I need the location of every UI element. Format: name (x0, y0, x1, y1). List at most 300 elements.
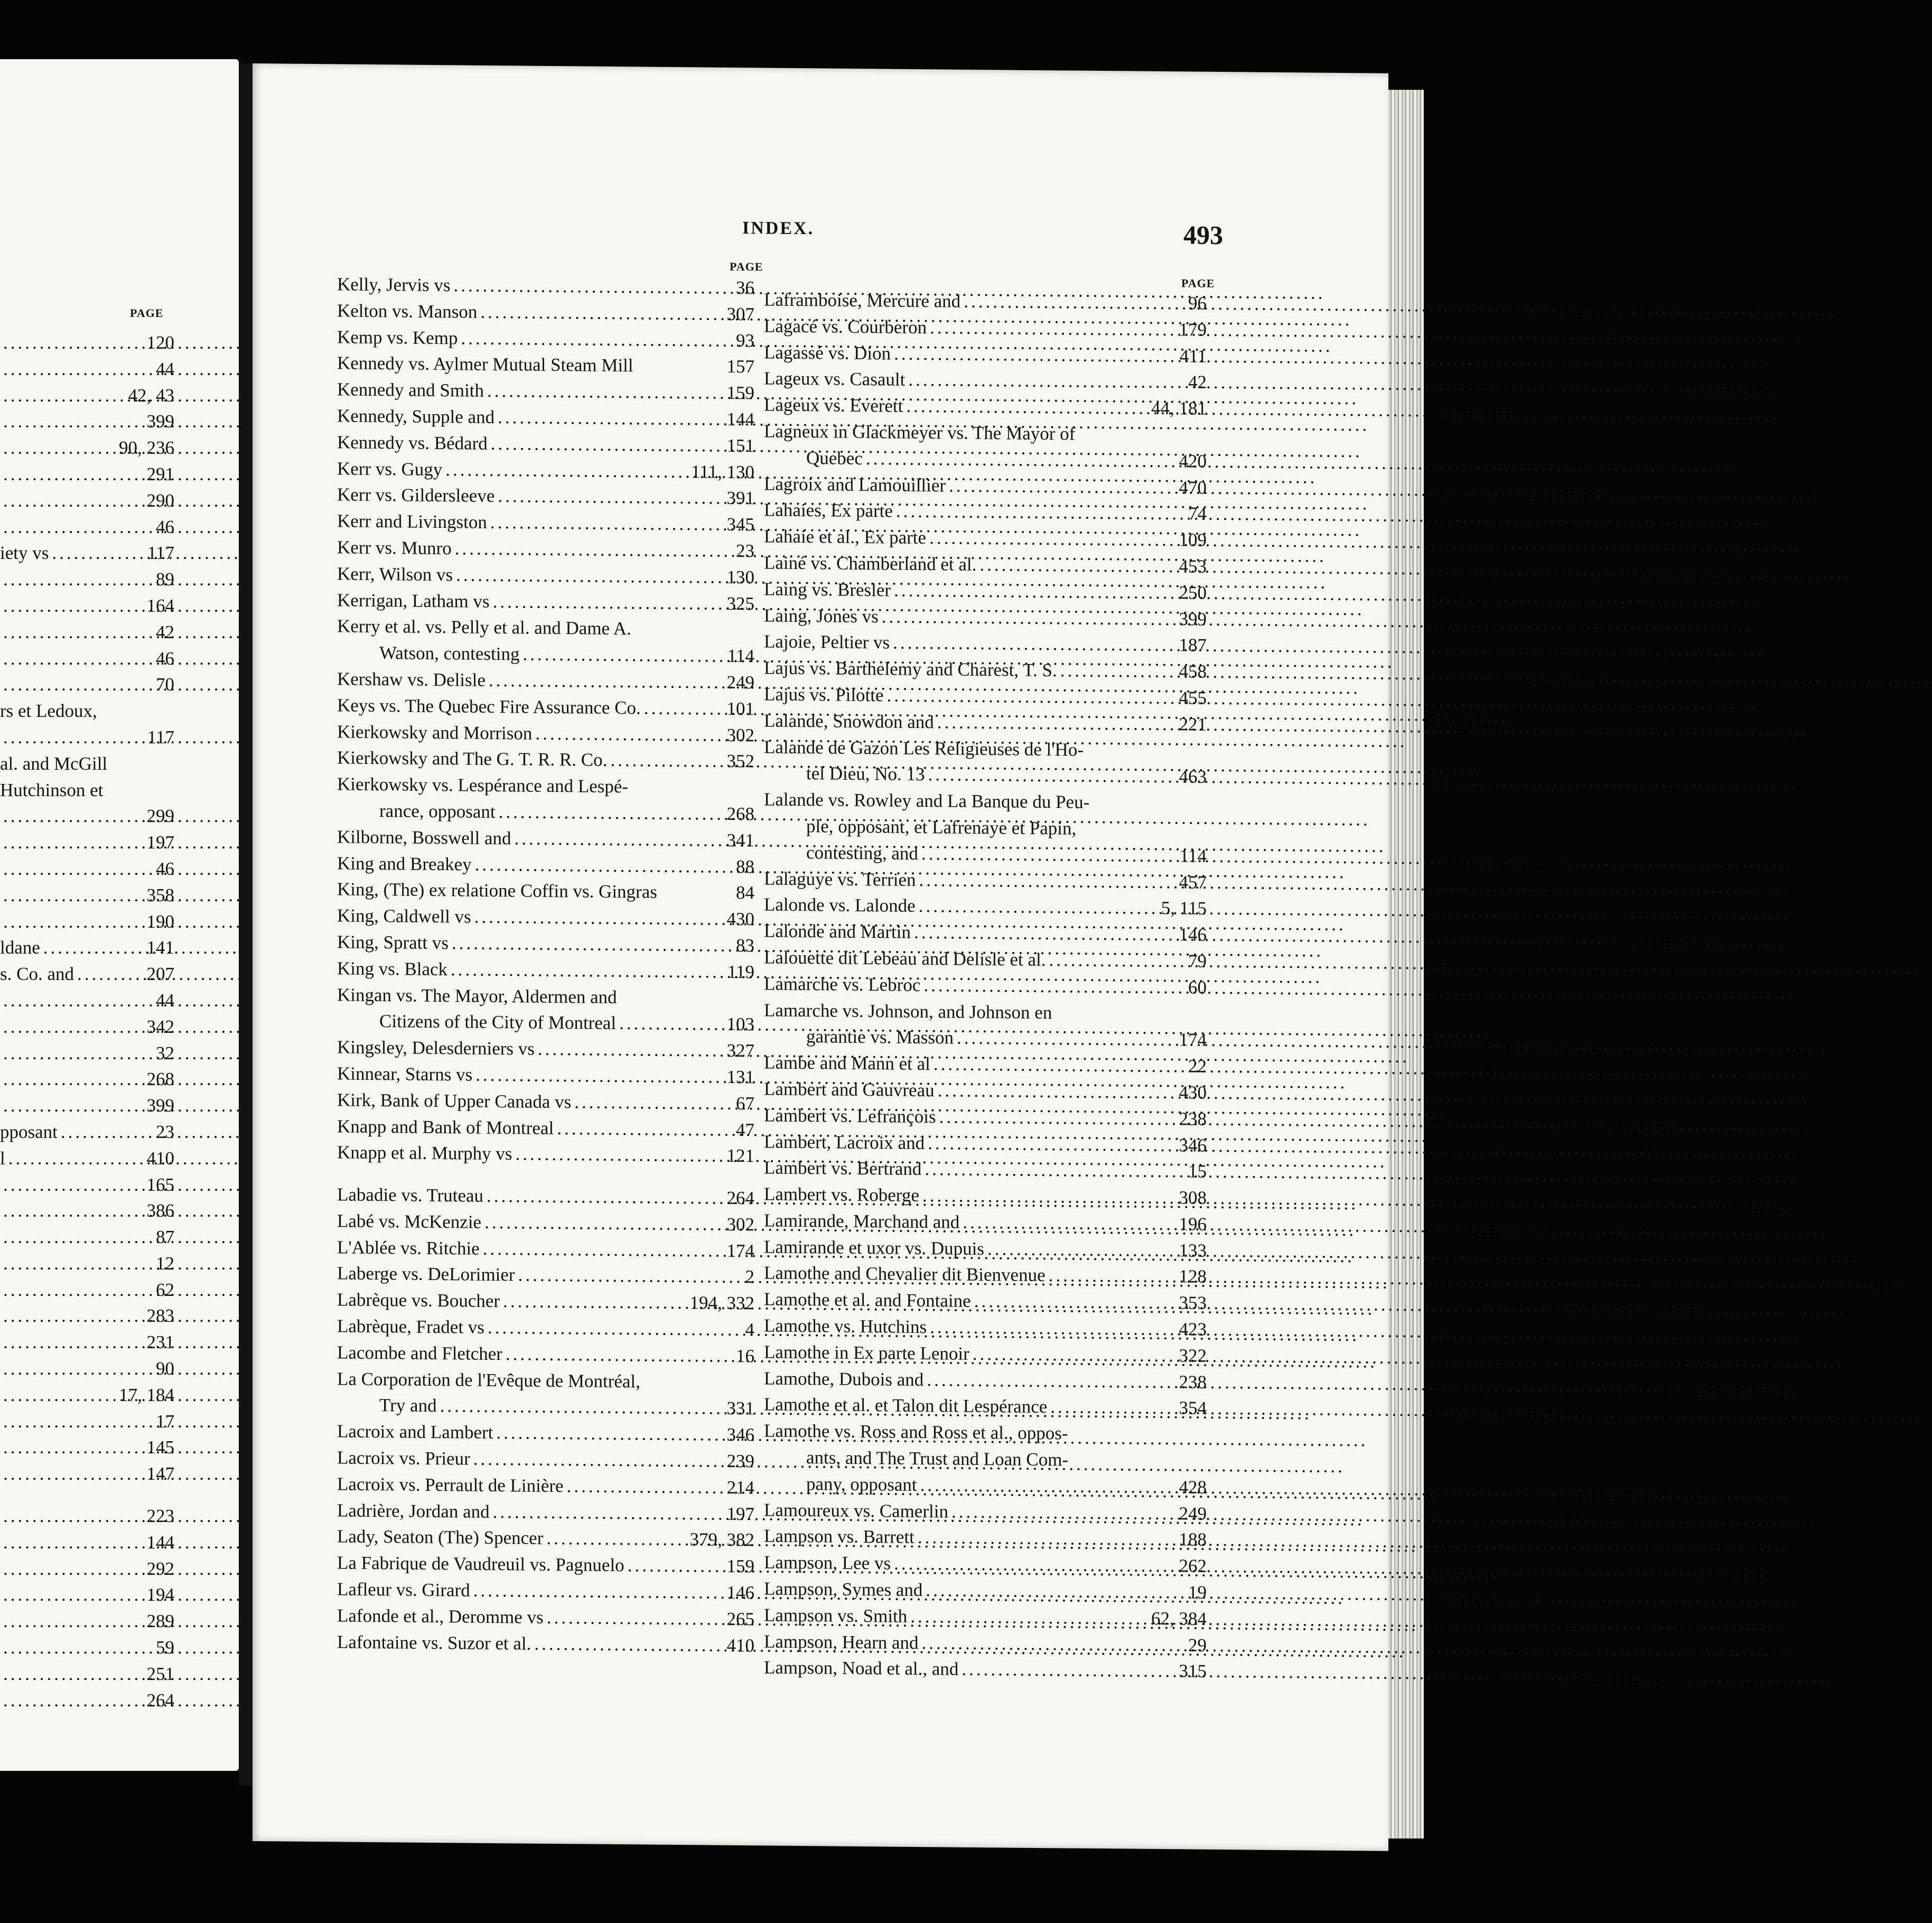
entry-page: 16 (736, 1345, 754, 1367)
index-entry (764, 1523, 1207, 1553)
entry-page: 352 (726, 751, 754, 772)
entry-page: 346 (1179, 1134, 1207, 1156)
dot-leader (3, 646, 153, 672)
index-entry (764, 813, 1207, 843)
index-entry (0, 1093, 174, 1119)
entry-page: 283 (146, 1305, 174, 1327)
dot-leader (910, 1603, 1148, 1632)
index-entry (337, 350, 754, 380)
entry-page: 120 (146, 332, 174, 353)
dot-leader (929, 525, 1175, 553)
entry-text: Lagneux in Glackmeyer vs. The Mayor of (764, 421, 1076, 444)
entry-page: 101 (726, 698, 754, 720)
dot-leader (937, 709, 1176, 738)
entry-page: 87 (156, 1227, 174, 1248)
dot-leader (3, 1066, 144, 1093)
dot-leader (475, 1062, 723, 1090)
dot-leader (920, 1472, 1176, 1500)
index-entry (337, 1034, 754, 1065)
entry-page: 144 (146, 1532, 174, 1553)
entry-page: 133 (1179, 1239, 1207, 1261)
index-entry (0, 1277, 174, 1303)
dot-leader (3, 1329, 144, 1356)
entry-text: Knapp and Bank of Montreal (337, 1115, 554, 1138)
dot-leader (882, 603, 1176, 632)
entry-text: Lady, Seaton (The) Spencer (337, 1526, 544, 1549)
dot-leader (3, 1014, 144, 1040)
entry-page: 207 (146, 964, 174, 985)
index-entry (0, 593, 174, 619)
dot-leader (1049, 1263, 1176, 1290)
entry-page: 42 (156, 621, 174, 642)
dot-leader (610, 747, 723, 774)
entry-text: King, Spratt vs (337, 931, 449, 954)
index-entry (0, 1635, 174, 1661)
index-entry (764, 549, 1207, 580)
dot-leader (894, 340, 1177, 369)
dot-leader (866, 445, 1176, 474)
entry-page: 308 (1179, 1187, 1207, 1208)
index-entry (764, 1444, 1207, 1474)
entry-text: al. and McGill (0, 753, 108, 774)
index-entry (764, 444, 1207, 474)
index-entry (0, 935, 174, 961)
dot-leader (962, 1656, 1175, 1684)
index-entry (0, 987, 174, 1014)
entry-page: 214 (726, 1477, 754, 1498)
dot-leader (979, 552, 1175, 580)
index-entry (337, 1339, 754, 1369)
entry-text: pposant (0, 1121, 58, 1142)
entry-page: 399 (1179, 608, 1207, 630)
dot-leader (440, 1393, 724, 1422)
entry-text: ple, opposant, et Lafrenaye et Papin, (806, 816, 1077, 839)
entry-text: King and Breakey (337, 852, 472, 875)
entry-page: 420 (1179, 451, 1207, 472)
index-entry (0, 1329, 174, 1356)
index-entry (337, 1060, 754, 1090)
dot-leader (949, 472, 1175, 501)
index-entry (0, 330, 174, 356)
dot-leader (522, 641, 724, 669)
entry-text: Try and (379, 1395, 437, 1416)
index-entry (0, 882, 174, 909)
entry-page: 23 (156, 1121, 174, 1142)
index-entry (764, 865, 1207, 895)
dot-leader (893, 630, 1175, 658)
entry-text: tel Dieu, No. 13 (806, 763, 925, 785)
entry-page: 453 (1179, 556, 1207, 577)
entry-page: 60 (1188, 977, 1207, 998)
entry-page: 238 (1179, 1371, 1207, 1393)
entry-text: King, Caldwell vs (337, 905, 471, 927)
entry-text: Lalaguye vs. Terrien (764, 867, 916, 890)
dot-leader (3, 1461, 144, 1487)
entry-page: 46 (156, 648, 174, 669)
index-entry (764, 918, 1207, 948)
index-entry (337, 324, 754, 354)
dot-leader (490, 509, 724, 538)
dot-leader (493, 1499, 724, 1527)
entry-text: Lacombe and Fletcher (337, 1342, 502, 1365)
entry-text: Kerr vs. Munro (337, 537, 452, 559)
entry-page: 345 (726, 514, 754, 535)
dot-leader (1060, 657, 1176, 685)
dot-leader (493, 589, 724, 617)
entry-text: Lalande vs. Rowley and La Banque du Peu- (764, 789, 1090, 813)
entry-page: 249 (726, 671, 754, 693)
dot-leader (914, 919, 1176, 948)
entry-page: 353 (1179, 1292, 1207, 1314)
index-entry (337, 429, 754, 459)
entry-text: Lainé vs. Chamberland et al. (764, 552, 977, 575)
entry-text: Kerr vs. Gugy (337, 458, 443, 480)
entry-text: Lageux vs. Casault (764, 368, 906, 390)
dot-leader (918, 1524, 1176, 1553)
entry-page: 428 (1179, 1477, 1207, 1498)
index-entry (0, 1408, 174, 1435)
entry-page: 391 (726, 488, 754, 509)
index-entry (764, 1470, 1207, 1500)
dot-leader (483, 1235, 724, 1264)
index-entry (337, 955, 754, 985)
entry-text: Lalouette dit Lebeau and Delisle et al. (764, 947, 1046, 970)
dot-leader (557, 1115, 733, 1143)
dot-leader (923, 972, 1185, 1001)
dot-leader (8, 1145, 144, 1172)
entry-text: Kershaw vs. Delisle (337, 668, 486, 690)
dot-leader (3, 408, 144, 435)
entry-page: 121 (726, 1145, 754, 1166)
dot-leader (487, 378, 723, 406)
index-entry (0, 356, 174, 382)
entry-text: Kierkowsky and Morrison (337, 721, 533, 744)
entry-text: Knapp et al. Murphy vs (337, 1142, 512, 1164)
entry-text: Lampson, Hearn and (764, 1631, 919, 1653)
index-entry (764, 1207, 1207, 1237)
dot-leader (1050, 1394, 1175, 1422)
entry-page: 411 (1179, 345, 1207, 367)
dot-leader (3, 1503, 144, 1529)
entry-text: Lafonde et al., Deromme vs (337, 1605, 544, 1628)
entry-text: Kelly, Jervis vs (337, 274, 451, 296)
dot-leader (452, 930, 733, 958)
entry-page: 290 (146, 490, 174, 511)
entry-text: Quebec (806, 447, 863, 469)
dot-leader (963, 1209, 1175, 1237)
entry-text: Lagroix and Lamouillier (764, 473, 946, 496)
dot-leader (52, 540, 144, 566)
entry-page: 188 (1179, 1529, 1207, 1551)
entry-page: 358 (146, 884, 174, 906)
index-entry (764, 760, 1207, 790)
entry-text: Labé vs. McKenzie (337, 1210, 482, 1233)
entry-text: Lamoureux vs. Camerlin (764, 1499, 948, 1522)
dot-leader (515, 1141, 723, 1169)
dot-leader (451, 956, 724, 985)
dot-leader (474, 904, 724, 932)
dot-leader (3, 1608, 144, 1635)
entry-page: 130 (726, 566, 754, 588)
entry-page: 250 (1179, 582, 1207, 603)
index-entry (0, 751, 174, 777)
index-entry (0, 1198, 174, 1224)
entry-text: pany, opposant (806, 1473, 917, 1495)
dot-leader (644, 695, 724, 722)
entry-text: Lafleur vs. Girard (337, 1579, 470, 1601)
running-head: INDEX. (742, 218, 815, 239)
entry-text: Citizens of the City of Montreal (379, 1011, 617, 1034)
index-entry (337, 771, 754, 801)
index-entry (764, 997, 1207, 1027)
index-entry (0, 1556, 174, 1582)
index-entry (337, 1602, 754, 1632)
index-entry (764, 1181, 1207, 1211)
entry-page: 32 (156, 1042, 174, 1063)
entry-page: 70 (156, 674, 174, 695)
dot-leader (498, 483, 723, 511)
entry-text: La Fabrique de Vaudreuil vs. Pagnuelo (337, 1552, 624, 1576)
entry-page: 457 (1179, 871, 1207, 893)
index-entry (337, 1497, 754, 1527)
entry-page: 164 (146, 595, 174, 616)
dot-leader (461, 325, 733, 353)
entry-page: 299 (146, 806, 174, 827)
index-entry (337, 1444, 754, 1474)
dot-leader (498, 404, 723, 433)
dot-leader (3, 856, 153, 882)
index-entry (764, 970, 1207, 1001)
entry-text: Laing vs. Bresler (764, 578, 891, 601)
entry-page: 114 (1179, 845, 1207, 866)
entry-page: 331 (726, 1398, 754, 1419)
dot-leader (951, 1498, 1176, 1527)
dot-leader (535, 720, 723, 748)
index-entry (764, 497, 1207, 527)
entry-text: Lampson, Noad et al., and (764, 1657, 959, 1680)
page-number: 493 (1183, 220, 1223, 250)
left-page (0, 59, 239, 1771)
index-entry (764, 1050, 1207, 1080)
dot-leader (896, 498, 1185, 527)
entry-page: 146 (1179, 924, 1207, 945)
entry-page: 322 (1179, 1345, 1207, 1366)
entry-page: 342 (146, 1016, 174, 1037)
index-entry (0, 1014, 174, 1040)
dot-leader (930, 1314, 1175, 1342)
entry-text: Lamothe vs. Ross and Ross et al., oppos- (764, 1420, 1068, 1444)
index-entry (337, 1261, 754, 1291)
index-entry (764, 944, 1207, 974)
index-entry (337, 1471, 754, 1501)
entry-text: Lamothe et al. et Talon dit Lespérance (764, 1394, 1048, 1417)
entry-text: Ladrière, Jordan and (337, 1500, 490, 1522)
entry-page: 430 (1179, 1082, 1207, 1103)
index-entry (0, 488, 174, 514)
dot-leader (484, 1209, 723, 1238)
entry-page: 46 (156, 858, 174, 879)
index-entry (0, 909, 174, 935)
index-entry (764, 1155, 1207, 1185)
index-entry (337, 271, 754, 301)
dot-leader (43, 935, 144, 961)
dot-leader (3, 671, 153, 698)
entry-page: 117 (147, 726, 174, 748)
index-entry (337, 929, 754, 959)
entry-page: 90 (156, 1358, 174, 1379)
entry-text: Kilborne, Bosswell and (337, 826, 511, 849)
index-entry (0, 1303, 174, 1329)
index-entry (337, 718, 754, 749)
dot-leader (534, 1630, 723, 1658)
index-entry (764, 1286, 1207, 1317)
index-entry (0, 1382, 174, 1408)
index-entry (764, 418, 1207, 448)
entry-text: Lalonde vs. Lalonde (764, 894, 916, 917)
entry-page: 399 (146, 411, 174, 432)
index-entry (337, 745, 754, 775)
index-entry (337, 1287, 754, 1317)
index-entry (337, 1181, 754, 1211)
entry-page: 470 (1179, 477, 1207, 498)
entry-page: 379, 382 (689, 1529, 754, 1551)
entry-text: Hutchinson et (0, 779, 104, 800)
entry-page: 4 (745, 1319, 754, 1340)
dot-leader (930, 314, 1175, 343)
entry-text: Kierkowsky vs. Lespérance and Lespé- (337, 773, 629, 797)
index-entry (0, 1250, 174, 1277)
entry-page: 62 (156, 1279, 174, 1300)
entry-page: 62, 384 (1151, 1608, 1207, 1629)
dot-leader (928, 1130, 1175, 1159)
entry-text: Labrèque, Fradet vs (337, 1315, 484, 1338)
index-entry (337, 1087, 754, 1117)
entry-page: 315 (1179, 1660, 1207, 1682)
entry-page: 151 (726, 435, 754, 456)
dot-leader (487, 1183, 723, 1211)
entry-text: garantie vs. Masson (806, 1026, 954, 1048)
entry-page: 327 (726, 1040, 754, 1061)
entry-text: King, (The) ex relatione Coffin vs. Gingras (337, 879, 657, 903)
entry-text: Lampson, Lee vs (764, 1552, 891, 1574)
entry-page: 23 (736, 540, 754, 562)
index-entry (764, 892, 1207, 922)
dot-leader (3, 1172, 144, 1198)
entry-page: 79 (1188, 950, 1207, 972)
entry-text: Lambert and Gauvreau (764, 1078, 935, 1101)
entry-text: Lajoie, Peltier vs (764, 631, 890, 653)
entry-page: 67 (736, 1093, 754, 1114)
dot-leader (925, 1156, 1185, 1184)
entry-text: Labrèque vs. Boucher (337, 1289, 500, 1312)
index-entry (764, 734, 1207, 764)
index-entry (337, 982, 754, 1012)
entry-page: 17, 184 (119, 1384, 174, 1405)
entry-text: Lamothe et al. and Fontaine (764, 1289, 971, 1312)
entry-page: 194, 332 (689, 1292, 754, 1314)
dot-leader (77, 961, 144, 987)
entry-page: 262 (1179, 1555, 1207, 1577)
entry-page: 264 (146, 1689, 174, 1711)
dot-leader (3, 330, 144, 356)
entry-text: iety vs (0, 543, 49, 564)
entry-page: 29 (1188, 1635, 1207, 1656)
entry-page: 42 (1188, 371, 1207, 393)
entry-text: Lalonde and Martin (764, 920, 911, 942)
index-entry (0, 1529, 174, 1556)
entry-text: Kerry et al. vs. Pelly et al. and Dame A. (337, 615, 631, 639)
dot-leader (3, 724, 144, 751)
index-entry (0, 777, 174, 804)
dot-leader (3, 1198, 144, 1224)
index-entry (0, 461, 174, 488)
index-entry (0, 961, 174, 987)
entry-page: 341 (726, 829, 754, 851)
index-entry (764, 1497, 1207, 1527)
index-entry (0, 435, 174, 461)
index-entry (0, 803, 174, 829)
index-entry (0, 1503, 174, 1529)
dot-leader (503, 1288, 686, 1316)
dot-leader (887, 682, 1176, 711)
entry-page: 289 (146, 1611, 174, 1632)
index-entry (764, 1628, 1207, 1658)
index-entry (764, 1128, 1207, 1159)
entry-text: Kingsley, Delesderniers vs (337, 1037, 535, 1059)
entry-text: rance, opposant (379, 800, 496, 822)
dot-leader (3, 1556, 144, 1582)
entry-text: Kierkowsky and The G. T. R. R. Co. (337, 747, 608, 771)
index-entry (337, 587, 754, 617)
dot-leader (927, 1367, 1175, 1395)
entry-page: 268 (726, 803, 754, 825)
entry-text: Lambert, Lacroix and (764, 1131, 925, 1153)
dot-leader (546, 1525, 686, 1553)
entry-text: l (0, 1147, 5, 1169)
entry-text: ants, and The Trust and Loan Com- (806, 1447, 1069, 1470)
index-entry (0, 646, 174, 672)
entry-text: Lalande, Snowdon and (764, 710, 934, 733)
dot-leader (567, 1473, 724, 1500)
dot-leader (3, 461, 144, 488)
entry-page: 44 (156, 989, 174, 1011)
entry-text: Lageux vs. Everett (764, 394, 903, 416)
dot-leader (488, 1314, 742, 1343)
index-entry (764, 1339, 1207, 1369)
index-entry (764, 524, 1207, 554)
entry-page: 179 (1179, 319, 1207, 340)
index-entry (337, 1366, 754, 1396)
dot-leader (957, 1025, 1176, 1053)
entry-page: 399 (146, 1095, 174, 1116)
entry-text: Lacroix vs. Prieur (337, 1447, 470, 1469)
index-entry (764, 787, 1207, 817)
index-entry (0, 619, 174, 646)
entry-page: 423 (1179, 1319, 1207, 1340)
dot-leader (919, 893, 1158, 921)
entry-text: Kemp vs. Kemp (337, 326, 458, 348)
entry-page: 88 (736, 856, 754, 877)
entry-text: Lagassé vs. Dion (764, 342, 891, 364)
entry-text: Kerr and Livingston (337, 510, 487, 533)
index-entry (337, 297, 754, 328)
index-entry (764, 655, 1207, 685)
index-entry (0, 1687, 174, 1714)
index-entry (337, 1313, 754, 1343)
index-entry (0, 856, 174, 882)
index-entry (337, 1208, 754, 1238)
dot-leader (3, 1224, 153, 1250)
